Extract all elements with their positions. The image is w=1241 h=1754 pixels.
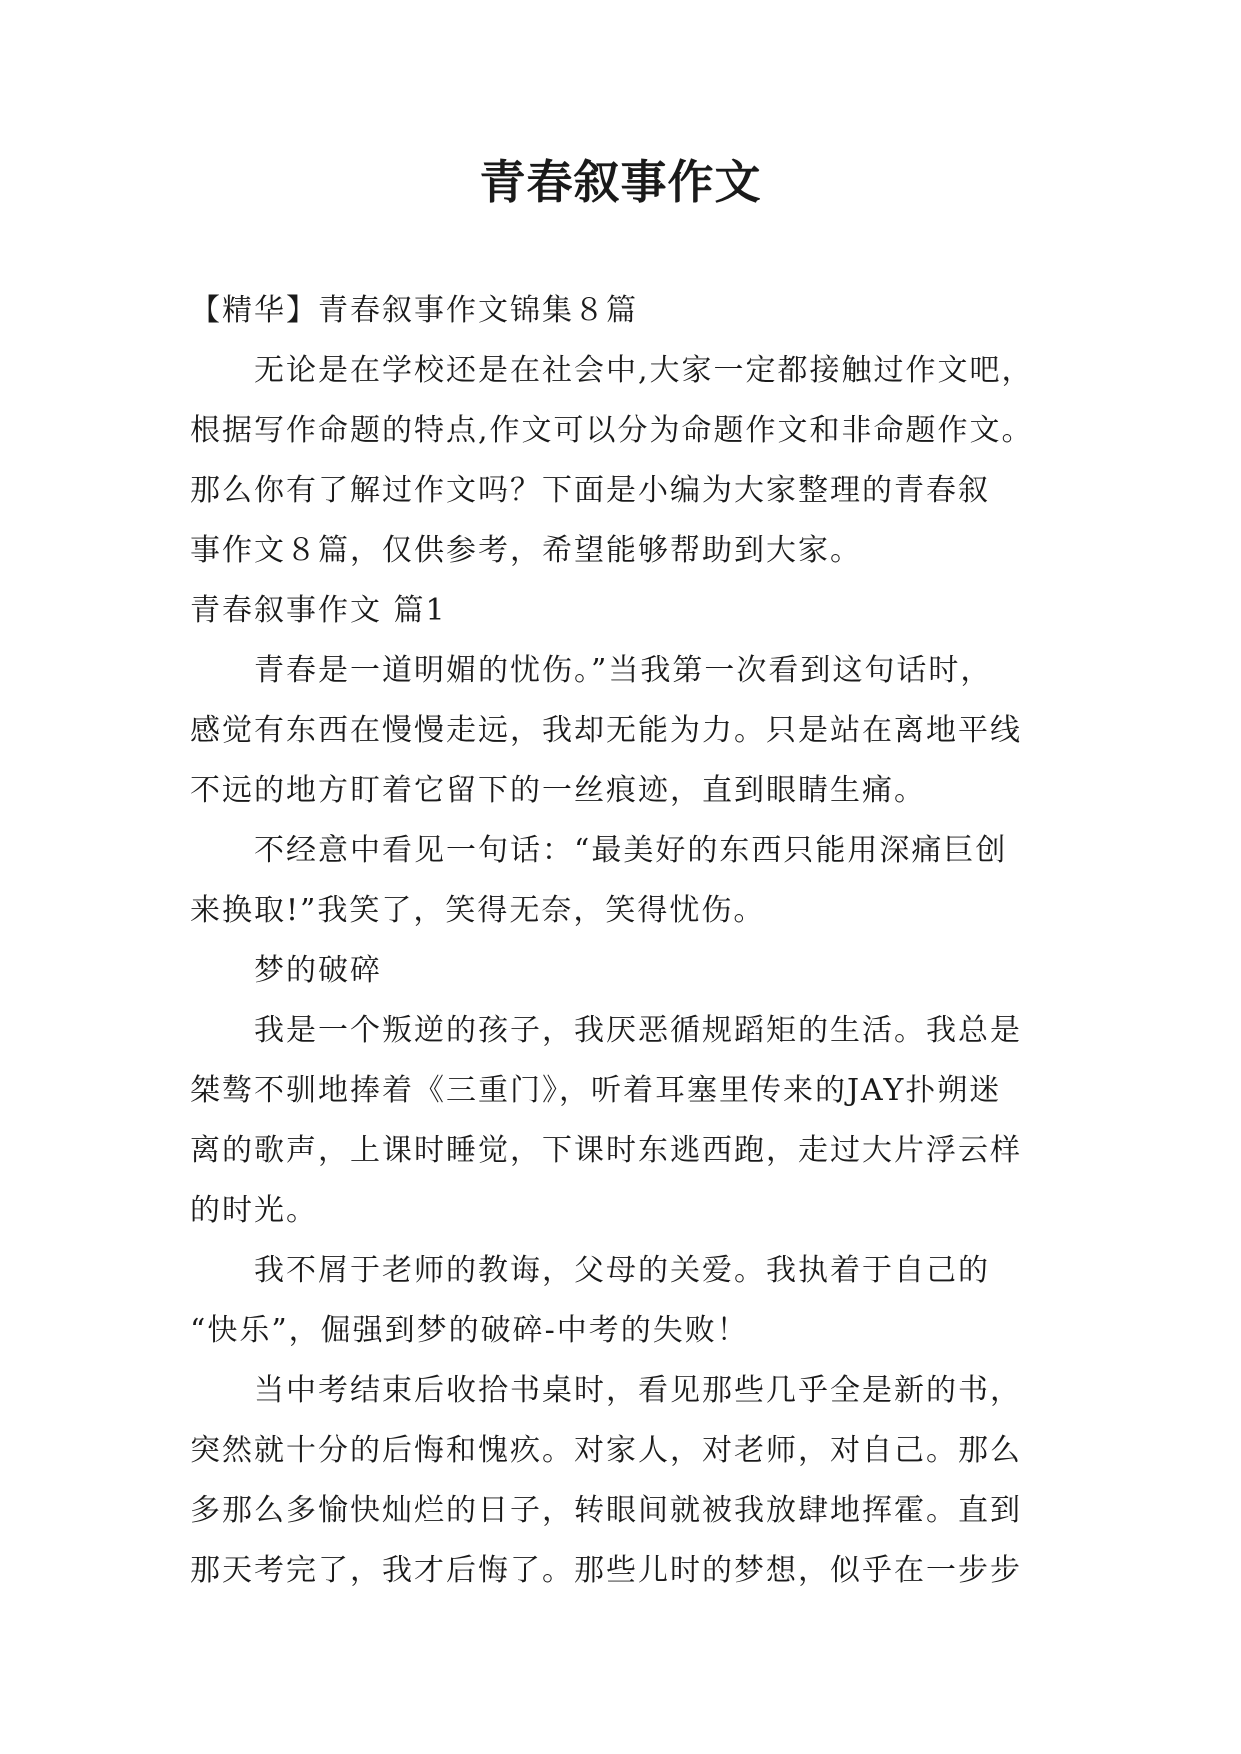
paragraph-line: 那么你有了解过作文吗？下面是小编为大家整理的青春叙 — [190, 473, 990, 508]
paragraph-line: 根据写作命题的特点,作文可以分为命题作文和非命题作文。 — [190, 413, 1034, 448]
paragraph-line: 的时光。 — [190, 1193, 318, 1228]
paragraph-line: 那天考完了，我才后悔了。那些儿时的梦想，似乎在一步步 — [190, 1553, 1022, 1588]
document-title: 青春叙事作文 — [479, 155, 762, 209]
paragraph-line: 多那么多愉快灿烂的日子，转眼间就被我放肆地挥霍。直到 — [190, 1493, 1022, 1528]
paragraph-line: 青春是一道明媚的忧伤。”当我第一次看到这句话时， — [254, 653, 993, 688]
subheading-line: 梦的破碎 — [254, 953, 382, 988]
paragraph-line: 我是一个叛逆的孩子，我厌恶循规蹈矩的生活。我总是 — [254, 1013, 1022, 1048]
section-heading: 青春叙事作文 篇1 — [190, 593, 447, 628]
paragraph-line: 无论是在学校还是在社会中,大家一定都接触过作文吧， — [254, 353, 1034, 388]
paragraph-line: “快乐”，倔强到梦的破碎-中考的失败！ — [190, 1313, 749, 1348]
paragraph-line: 不远的地方盯着它留下的一丝痕迹，直到眼睛生痛。 — [190, 773, 926, 808]
paragraph-line: 桀骜不驯地捧着《三重门》，听着耳塞里传来的JAY扑朔迷 — [190, 1073, 1002, 1108]
paragraph-line: 感觉有东西在慢慢走远，我却无能为力。只是站在离地平线 — [190, 713, 1022, 748]
paragraph-line: 来换取!”我笑了，笑得无奈，笑得忧伤。 — [190, 893, 766, 928]
document-body — [190, 281, 1070, 1601]
paragraph-line: 我不屑于老师的教诲，父母的关爱。我执着于自己的 — [254, 1253, 990, 1288]
paragraph-line: 事作文８篇，仅供参考，希望能够帮助到大家。 — [190, 533, 862, 568]
paragraph-line: 不经意中看见一句话：“最美好的东西只能用深痛巨创 — [254, 833, 1008, 868]
subtitle-line: 【精华】青春叙事作文锦集８篇 — [190, 293, 638, 328]
paragraph-line: 突然就十分的后悔和愧疚。对家人，对老师，对自己。那么 — [190, 1433, 1022, 1468]
paragraph-line: 离的歌声，上课时睡觉，下课时东逃西跑，走过大片浮云样 — [190, 1133, 1022, 1168]
paragraph-line: 当中考结束后收拾书桌时，看见那些几乎全是新的书， — [254, 1373, 1022, 1408]
